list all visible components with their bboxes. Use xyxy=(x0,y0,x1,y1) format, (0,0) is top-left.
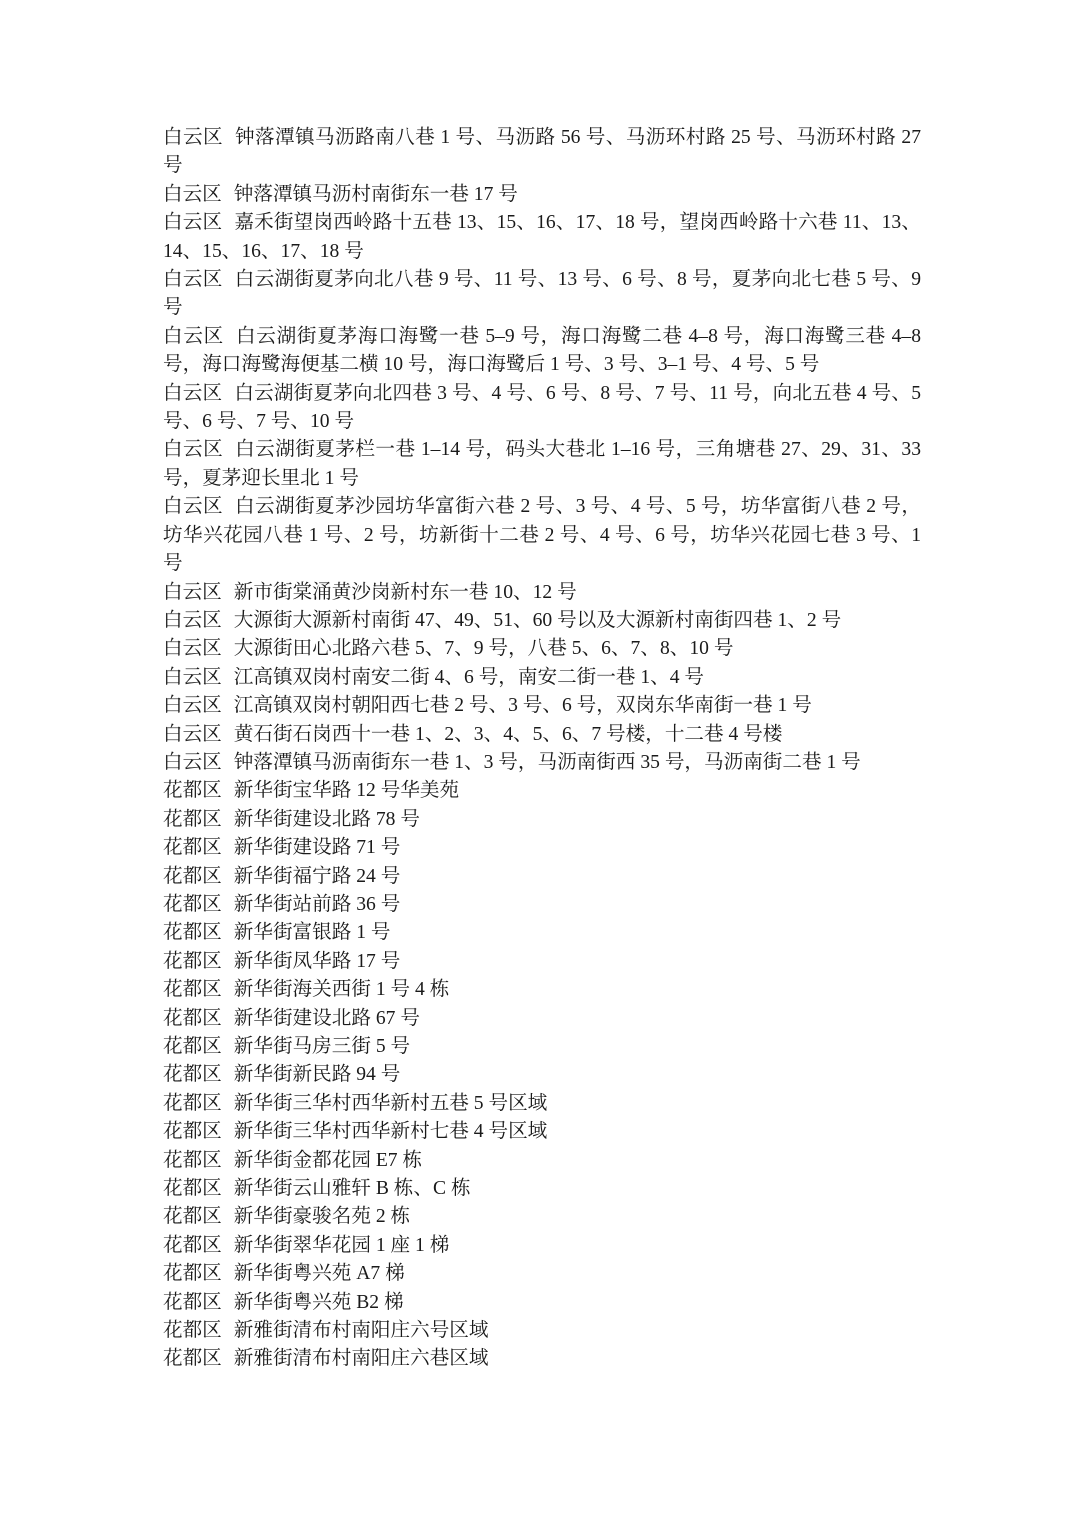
address-text: 新华街新民路 94 号 xyxy=(233,1064,401,1086)
district-label: 白云区 xyxy=(163,183,222,205)
address-entry xyxy=(163,1147,921,1175)
address-text: 新华街翠华花园 1 座 1 梯 xyxy=(233,1234,450,1256)
district-label: 花都区 xyxy=(163,1206,222,1228)
district-label: 花都区 xyxy=(163,979,222,1001)
district-label: 花都区 xyxy=(163,1291,222,1313)
district-label: 白云区 xyxy=(163,496,224,518)
address-text: 钟落潭镇马沥路南八巷 1 号、马沥路 56 号、马沥环村路 25 号、马沥环村路 27 号 xyxy=(163,127,922,177)
address-entry xyxy=(163,1317,921,1345)
address-entry xyxy=(163,919,921,947)
address-entry xyxy=(163,976,921,1004)
address-text: 新华街云山雅轩 B 栋、C 栋 xyxy=(233,1178,471,1200)
district-label: 花都区 xyxy=(163,950,222,972)
district-label: 白云区 xyxy=(163,695,222,717)
address-entry xyxy=(163,266,921,323)
address-entry xyxy=(163,1289,921,1317)
address-entry xyxy=(163,635,921,663)
address-text: 大源街大源新村南街 47、49、51、60 号以及大源新村南街四巷 1、2 号 xyxy=(233,609,842,631)
address-entry xyxy=(163,1232,921,1260)
address-text: 黄石街石岗西十一巷 1、2、3、4、5、6、7 号楼，十二巷 4 号楼 xyxy=(233,723,783,745)
address-text: 新华街三华村西华新村五巷 5 号区域 xyxy=(233,1092,548,1114)
district-label: 白云区 xyxy=(163,638,222,660)
address-entry xyxy=(163,1175,921,1203)
address-text: 白云湖街夏茅向北四巷 3 号、4 号、6 号、8 号、7 号、11 号，向北五巷 4 号、5 号、6 号、7 号、10 号 xyxy=(163,382,921,433)
district-label: 花都区 xyxy=(163,1178,222,1200)
address-text: 新华街福宁路 24 号 xyxy=(233,865,401,887)
district-label: 白云区 xyxy=(163,325,224,347)
address-entry xyxy=(163,380,921,437)
district-label: 白云区 xyxy=(163,212,223,234)
address-text: 大源街田心北路六巷 5、7、9 号，八巷 5、6、7、8、10 号 xyxy=(233,638,734,660)
address-text: 新市街棠涌黄沙岗新村东一巷 10、12 号 xyxy=(233,581,577,603)
address-text: 新华街建设北路 78 号 xyxy=(233,808,420,830)
address-text: 新华街三华村西华新村七巷 4 号区域 xyxy=(233,1121,548,1143)
district-label: 白云区 xyxy=(163,609,222,631)
address-text: 新华街马房三街 5 号 xyxy=(233,1036,411,1057)
district-label: 白云区 xyxy=(163,269,223,291)
district-label: 白云区 xyxy=(163,751,222,773)
address-entry xyxy=(163,493,921,578)
address-entry xyxy=(163,721,921,749)
district-label: 白云区 xyxy=(163,127,224,148)
address-entry xyxy=(163,1033,921,1061)
district-label: 花都区 xyxy=(163,780,222,802)
district-label: 花都区 xyxy=(163,922,222,944)
address-text: 新华街金都花园 E7 栋 xyxy=(233,1149,423,1171)
address-entry xyxy=(163,209,921,266)
address-text: 江高镇双岗村南安二街 4、6 号，南安二街一巷 1、4 号 xyxy=(233,666,705,688)
address-text: 嘉禾街望岗西岭路十五巷 13、15、16、17、18 号，望岗西岭路十六巷 11、13、14、15、16、17、18 号 xyxy=(163,212,922,262)
address-text: 新雅街清布村南阳庄六巷区域 xyxy=(233,1348,489,1370)
address-text: 新华街站前路 36 号 xyxy=(233,893,401,915)
address-text: 新华街富银路 1 号 xyxy=(233,922,391,944)
district-label: 花都区 xyxy=(163,1320,222,1342)
address-entry xyxy=(163,579,921,607)
district-label: 花都区 xyxy=(163,1064,222,1086)
address-text: 钟落潭镇马沥南街东一巷 1、3 号，马沥南街西 35 号，马沥南街二巷 1 号 xyxy=(233,751,861,773)
district-label: 白云区 xyxy=(163,666,222,688)
address-text: 新雅街清布村南阳庄六号区域 xyxy=(233,1320,489,1342)
district-label: 花都区 xyxy=(163,1007,222,1029)
address-entry xyxy=(163,124,921,181)
address-text: 新华街凤华路 17 号 xyxy=(233,950,401,972)
district-label: 花都区 xyxy=(163,1121,222,1143)
district-label: 白云区 xyxy=(163,723,222,745)
address-text: 新华街海关西街 1 号 4 栋 xyxy=(233,979,450,1001)
address-text: 新华街粤兴苑 B2 梯 xyxy=(233,1291,404,1313)
address-text: 新华街建设路 71 号 xyxy=(233,837,401,859)
address-text: 白云湖街夏茅沙园坊华富街六巷 2 号、3 号、4 号、5 号，坊华富街八巷 2 号，坊华兴花园八巷 1 号、2 号，坊新街十二巷 2 号、4 号、6 号，坊华兴花园七巷 3 号、1 号 xyxy=(163,496,922,575)
address-entry xyxy=(163,749,921,777)
district-label: 花都区 xyxy=(163,1348,222,1370)
address-text: 钟落潭镇马沥村南街东一巷 17 号 xyxy=(233,183,518,205)
district-label: 花都区 xyxy=(163,865,222,887)
address-entry xyxy=(163,1118,921,1146)
address-entry xyxy=(163,664,921,692)
address-entry xyxy=(163,891,921,919)
address-text: 新华街建设北路 67 号 xyxy=(233,1007,420,1029)
address-text: 新华街豪骏名苑 2 栋 xyxy=(233,1206,411,1228)
address-text: 白云湖街夏茅向北八巷 9 号、11 号、13 号、6 号、8 号，夏茅向北七巷 5 号、9 号 xyxy=(163,269,921,319)
address-entry xyxy=(163,692,921,720)
address-entry xyxy=(163,1061,921,1089)
district-label: 白云区 xyxy=(163,439,224,461)
address-entry xyxy=(163,1203,921,1231)
address-entry xyxy=(163,777,921,805)
district-label: 白云区 xyxy=(163,382,223,404)
address-entry xyxy=(163,1260,921,1288)
address-entry xyxy=(163,1090,921,1118)
district-label: 花都区 xyxy=(163,893,222,915)
address-entry xyxy=(163,948,921,976)
district-label: 花都区 xyxy=(163,1263,222,1285)
district-label: 花都区 xyxy=(163,808,222,830)
district-label: 花都区 xyxy=(163,1234,222,1256)
address-entry xyxy=(163,436,921,493)
address-list xyxy=(163,124,921,1374)
address-text: 江高镇双岗村朝阳西七巷 2 号、3 号、6 号，双岗东华南街一巷 1 号 xyxy=(233,695,812,717)
address-entry xyxy=(163,1005,921,1033)
district-label: 白云区 xyxy=(163,581,222,603)
district-label: 花都区 xyxy=(163,837,222,859)
address-text: 新华街粤兴苑 A7 梯 xyxy=(233,1263,405,1285)
district-label: 花都区 xyxy=(163,1092,222,1114)
address-entry xyxy=(163,607,921,635)
address-text: 白云湖街夏茅栏一巷 1–14 号，码头大巷北 1–16 号，三角塘巷 27、29、31、33 号，夏茅迎长里北 1 号 xyxy=(163,439,921,489)
district-label: 花都区 xyxy=(163,1149,222,1171)
address-entry xyxy=(163,863,921,891)
address-entry xyxy=(163,1345,921,1373)
address-entry xyxy=(163,323,921,380)
address-entry xyxy=(163,834,921,862)
district-label: 花都区 xyxy=(163,1036,222,1057)
address-text: 白云湖街夏茅海口海鹭一巷 5–9 号，海口海鹭二巷 4–8 号，海口海鹭三巷 4–8 号，海口海鹭海便基二横 10 号，海口海鹭后 1 号、3 号、3–1 号、4 号、5 号 xyxy=(163,325,922,376)
address-entry xyxy=(163,181,921,209)
address-entry xyxy=(163,806,921,834)
address-text: 新华街宝华路 12 号华美苑 xyxy=(233,780,460,802)
